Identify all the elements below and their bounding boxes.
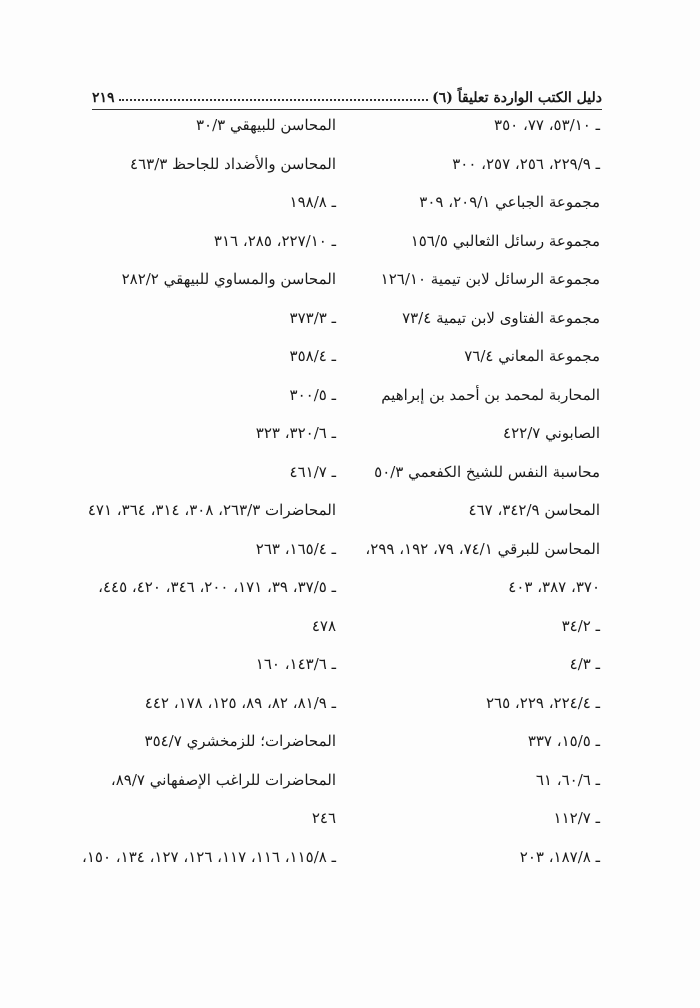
index-entry: ـ ١٨٧/٨، ٢٠٣ <box>519 847 600 866</box>
index-entry: مجموعة الجباعي ٢٠٩/١، ٣٠٩ <box>419 193 600 211</box>
index-column-right <box>350 112 600 882</box>
index-entry: المحاسن والمساوي للبيهقي ٢٨٢/٢ <box>121 270 336 288</box>
index-entry: ـ ٣٢٠/٦، ٣٢٣ <box>255 424 336 442</box>
index-column-left <box>82 112 336 882</box>
index-entry: ـ ١٥/٥، ٣٣٧ <box>527 732 600 750</box>
index-entry: ـ ٢٢٩/٩، ٢٥٦، ٢٥٧، ٣٠٠ <box>452 154 600 173</box>
index-entry: محاسبة النفس للشيخ الكفعمي ٥٠/٣ <box>374 462 600 481</box>
index-entry: المحاسن للبرقي ٧٤/١، ٧٩، ١٩٢، ٢٩٩، <box>365 539 600 558</box>
header-title: دليل الكتب الواردة تعليقاً (٦) <box>432 90 602 106</box>
index-entry: المحاضرات؛ للزمخشري ٣٥٤/٧ <box>144 732 336 750</box>
index-entry: ـ ٥٣/١٠، ٧٧، ٣٥٠ <box>494 116 600 134</box>
index-entry: ـ ١٩٨/٨ <box>289 193 336 211</box>
index-entry: ـ ١١٢/٧ <box>553 809 600 827</box>
index-entry: المحاضرات ٢٦٣/٣، ٣٠٨، ٣١٤، ٣٦٤، ٤٧١ <box>87 501 336 519</box>
index-entry: ـ ١٦٥/٤، ٢٦٣ <box>255 539 336 558</box>
page-number: ٢١٩ <box>92 90 115 106</box>
index-entry: ٤٧٨ <box>311 616 336 635</box>
index-entry: ـ ٣٠٠/٥ <box>289 385 336 404</box>
index-entry: مجموعة رسائل الثعالبي ١٥٦/٥ <box>410 231 600 250</box>
index-entry: المحاضرات للراغب الإصفهاني ٨٩/٧، <box>110 770 336 789</box>
index-entry: مجموعة الفتاوى لابن تيمية ٧٣/٤ <box>402 308 600 327</box>
index-entry: المحاربة لمحمد بن أحمد بن إبراهيم <box>381 385 600 404</box>
index-entry: ٣٧٠، ٣٨٧، ٤٠٣ <box>508 578 600 596</box>
index-entry: الصابوني ٤٢٢/٧ <box>503 424 600 442</box>
index-entry: المحاسن ٣٤٢/٩، ٤٦٧ <box>468 501 600 519</box>
index-entry: ـ ٨١/٩، ٨٢، ٨٩، ١٢٥، ١٧٨، ٤٤٢ <box>144 693 336 712</box>
index-entry: مجموعة الرسائل لابن تيمية ١٢٦/١٠ <box>380 270 600 288</box>
dot-leader <box>119 99 429 101</box>
index-entry: ـ ١١٥/٨، ١١٦، ١١٧، ١٢٦، ١٢٧، ١٣٤، ١٥٠، <box>82 847 336 866</box>
index-entry: مجموعة المعاني ٧٦/٤ <box>464 347 600 365</box>
index-entry: ـ ٤٦١/٧ <box>289 462 336 481</box>
index-entry: المحاسن للبيهقي ٣٠/٣ <box>195 116 336 134</box>
index-entry: ـ ٦٠/٦، ٦١ <box>535 770 600 789</box>
index-entry: ـ ٣٧/٥، ٣٩، ١٧١، ٢٠٠، ٣٤٦، ٤٢٠، ٤٤٥، <box>98 578 336 596</box>
index-entry: ـ ٢٢٧/١٠، ٢٨٥، ٣١٦ <box>213 231 336 250</box>
index-entry: ـ ٣٤/٢ <box>561 616 600 635</box>
index-entry: ٢٤٦ <box>311 809 336 827</box>
index-entry: ـ ٣٥٨/٤ <box>289 347 336 365</box>
index-entry: ـ ٢٢٤/٤، ٢٢٩، ٢٦٥ <box>485 693 600 712</box>
index-entry: ـ ٣٧٣/٣ <box>289 308 336 327</box>
index-entry: ـ ٤/٣ <box>569 655 600 673</box>
running-header <box>92 84 602 110</box>
index-entry: ـ ١٤٣/٦، ١٦٠ <box>255 655 336 673</box>
index-entry: المحاسن والأضداد للجاحظ ٤٦٣/٣ <box>130 154 336 173</box>
